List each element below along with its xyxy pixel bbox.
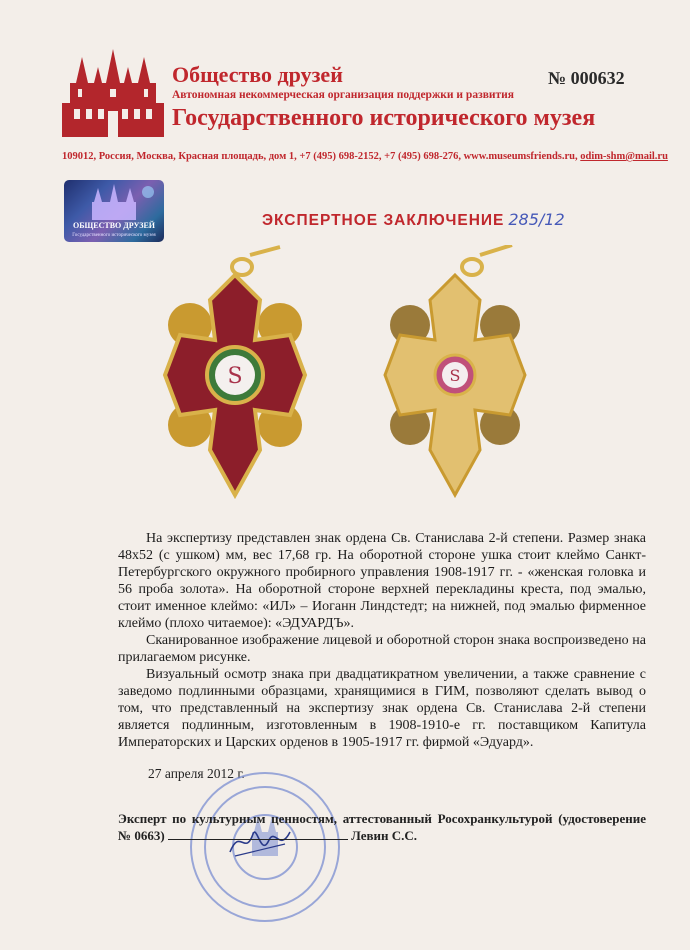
address-line (62, 151, 668, 162)
hologram-title: ОБЩЕСТВО ДРУЗЕЙ (72, 221, 156, 230)
org-subtitle: Автономная некоммерческая организация поддержки и развития (172, 89, 515, 101)
document-body (118, 530, 646, 751)
body-paragraph: Визуальный осмотр знака при двадцатикратном увеличении, а также сравнение с заведомо подлинными образцами, хранящимися в ГИМ, позволяют сделать вывод о том, что представленный на экспертизу знак ордена Св. Станислава 2-й степени является подлинным, изготовленным в 1908-1910-е гг. поставщиком Капитула Императорских и Царских орденов в 1905-1917 гг. фирмой «Эдуард». (118, 667, 646, 750)
expert-block (118, 810, 646, 844)
museum-logo (62, 45, 164, 137)
signature-line (168, 829, 348, 840)
svg-text:S: S (227, 364, 243, 389)
document-date: 27 апреля 2012 г. (148, 766, 245, 781)
document-number: № 000632 (548, 68, 625, 88)
order-back-image (380, 245, 530, 525)
order-front-image (160, 245, 310, 525)
body-paragraph: Сканированное изображение лицевой и оборотной сторон знака воспроизведено на прилагаемом рисунке. (118, 633, 646, 665)
body-paragraph: На экспертизу представлен знак ордена Св. Станислава 2-й степени. Размер знака 48х52 (с ушком) мм, вес 17,68 гр. На оборотной стороне ушка стоит клеймо Санкт-Петербургского окружного пробирного управления 1908-1917 гг. - «женская головка и 56 проба золота». На оборотной стороне верхней перекладины креста, под эмалью, стоит именное клеймо: «ИЛ» – Иоганн Линдстедт; на нижней, под эмалью фирменное клеймо (плохо читаемое): «ЭДУАРДЪ». (118, 531, 646, 631)
hologram-sticker (64, 180, 164, 242)
svg-text:S: S (449, 366, 461, 385)
address-text: 109012, Россия, Москва, Красная площадь, дом 1, +7 (495) 698-2152, +7 (495) 698-276, www.museumsfriends.ru, (62, 151, 578, 162)
heading-text: ЭКСПЕРТНОЕ ЗАКЛЮЧЕНИЕ (262, 212, 505, 229)
document-heading (262, 210, 565, 230)
email-link[interactable]: odim-shm@mail.ru (580, 151, 668, 162)
hologram-subtitle: Государственного исторического музея (72, 233, 156, 238)
expert-credentials: Эксперт по культурным ценностям, аттестованный Росохранкультурой (удостоверение № 0663) (118, 811, 646, 843)
handwritten-number: 285/12 (508, 210, 565, 229)
org-museum-name: Государственного исторического музея (172, 105, 596, 131)
org-title: Общество друзей (172, 62, 343, 87)
expert-name: Левин С.С. (351, 828, 418, 843)
